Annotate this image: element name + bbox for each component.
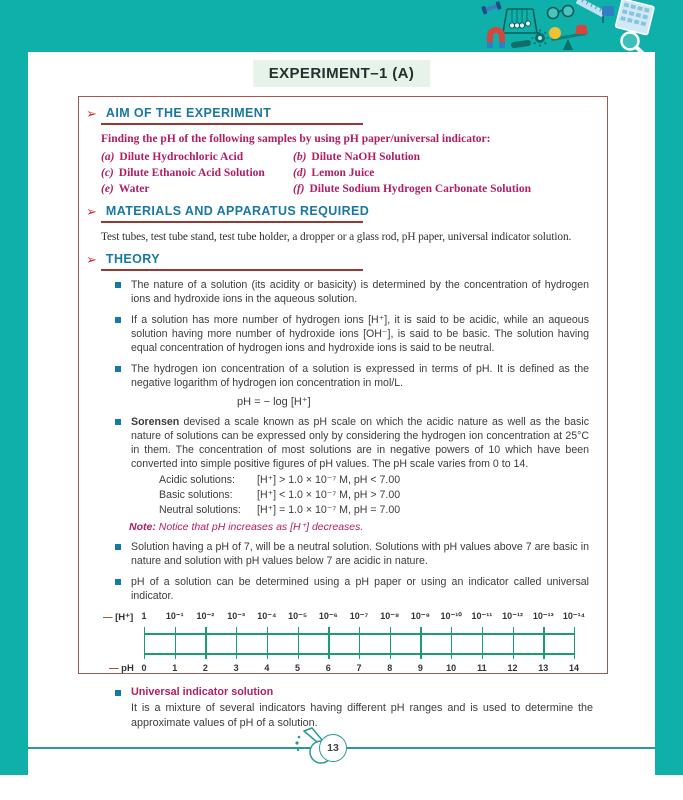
ruler-icon xyxy=(576,0,606,17)
bullet-text: pH of a solution can be determined using a pH paper or using an indicator called universal indicator. xyxy=(131,576,589,603)
universal-text: It is a mixture of several indicators having different pH ranges and is used to determine the approximate values of pH of a solution. xyxy=(131,702,593,730)
aim-intro: Finding the pH of the following samples by using pH paper/universal indicator: xyxy=(101,133,491,145)
bullet-text: The hydrogen ion concentration of a solution is expressed in terms of pH. It is defined as the negative logarithm of hydrogen ion concentration in mol/L. xyxy=(131,363,589,390)
flag-icon xyxy=(602,6,614,23)
aim-item xyxy=(293,183,607,195)
scale-tick xyxy=(420,627,421,659)
bullet-text xyxy=(131,415,589,471)
ph-value-label: 5 xyxy=(295,663,301,674)
left-teal-border xyxy=(0,52,28,775)
ph-value-label: 6 xyxy=(325,663,331,674)
h-value-label: 10⁻¹⁴ xyxy=(562,611,586,622)
ph-value-label: 3 xyxy=(233,663,239,674)
scale-tick xyxy=(205,627,206,659)
square-bullet-icon xyxy=(115,419,121,425)
solution-label: Acidic solutions: xyxy=(159,473,235,486)
scale-tick xyxy=(328,627,329,659)
aim-items xyxy=(101,151,607,195)
item-text: Dilute NaOH Solution xyxy=(311,151,421,163)
theory-bullet xyxy=(115,362,589,390)
ph-value-label: 7 xyxy=(356,663,362,674)
theory-bullet xyxy=(115,278,589,306)
aim-item xyxy=(101,183,293,195)
heading-underline xyxy=(101,123,363,125)
balance-scale-icon xyxy=(549,25,588,50)
item-label: (d) xyxy=(293,167,307,179)
arrow-bullet-icon: ➢ xyxy=(86,203,97,219)
right-teal-border xyxy=(655,52,683,775)
note-label: Note: xyxy=(129,520,156,533)
scale-tick xyxy=(451,627,452,659)
scale-tick xyxy=(144,627,145,659)
solution-label: Neutral solutions: xyxy=(159,503,241,516)
solution-row xyxy=(159,474,607,486)
gear-icon xyxy=(532,30,549,47)
solution-row xyxy=(159,504,607,516)
grid-panel-icon xyxy=(615,0,654,35)
glasses-icon xyxy=(548,6,574,19)
arrow-bullet-icon: ➢ xyxy=(86,105,97,121)
bullet-text: The nature of a solution (its acidity or basicity) is determined by the concentration of hydrogen ions and hydroxide ions in the aqueous solution. xyxy=(131,279,589,306)
theory-bullet xyxy=(115,575,589,603)
solution-label: Basic solutions: xyxy=(159,488,233,501)
item-label: (f) xyxy=(293,183,305,195)
page-number-badge: 13 xyxy=(319,734,347,762)
scale-tick xyxy=(298,627,299,659)
h-value-label: 10⁻¹³ xyxy=(532,611,554,622)
item-text: Dilute Sodium Hydrogen Carbonate Solution xyxy=(309,183,532,195)
theory-heading: THEORY xyxy=(105,252,160,266)
heading-underline xyxy=(101,221,363,223)
ph-value-label: 2 xyxy=(202,663,208,674)
ph-value-label: 4 xyxy=(264,663,270,674)
ph-scale-ladder xyxy=(97,611,597,674)
ph-axis-label: — pH xyxy=(109,663,134,674)
scale-tick xyxy=(175,627,176,659)
ph-value-label: 14 xyxy=(568,663,580,674)
h-value-label: 10⁻¹ xyxy=(165,611,184,622)
ph-formula: pH = − log [H⁺] xyxy=(237,395,311,408)
solution-row xyxy=(159,489,607,501)
dumbbell-icon xyxy=(481,1,502,14)
page-title: EXPERIMENT–1 (A) xyxy=(253,60,431,87)
bullet-text: If a solution has more number of hydrogen ions [H⁺], it is said to be acidic, while an aqueous solution having more number of hydroxide ions [OH⁻], is said to be basic. The solution having equal concentration of hydrogen ions and hydroxide ions is said to be neutral. xyxy=(131,314,589,355)
ph-value-label: 13 xyxy=(538,663,549,674)
item-text: Water xyxy=(118,183,150,195)
magnet-icon xyxy=(487,27,505,48)
item-label: (e) xyxy=(101,183,114,195)
h-value-label: 10⁻⁸ xyxy=(380,611,400,622)
zone-label-text xyxy=(406,673,451,674)
materials-heading: MATERIALS AND APPARATUS REQUIRED xyxy=(105,204,370,218)
solution-value: [H⁺] < 1.0 × 10⁻⁷ M, pH > 7.00 xyxy=(257,488,401,501)
h-value-label: 10⁻⁷ xyxy=(349,611,369,622)
scale-tick xyxy=(574,627,575,659)
item-text: Lemon Juice xyxy=(311,167,375,179)
content-box xyxy=(78,96,608,674)
ph-value-label: 10 xyxy=(446,663,457,674)
zone-label-line xyxy=(406,673,451,674)
materials-text: Test tubes, test tube stand, test tube holder, a dropper or a glass rod, pH paper, universal indicator solution. xyxy=(101,231,572,243)
scale-tick xyxy=(390,627,391,659)
ph-value-label: 8 xyxy=(387,663,393,674)
ph-value-label: 0 xyxy=(141,663,147,674)
universal-indicator-section xyxy=(115,686,593,731)
h-value-label: 10⁻¹¹ xyxy=(471,611,493,622)
theory-bullet xyxy=(115,415,589,471)
note-line xyxy=(129,521,607,533)
square-bullet-icon xyxy=(115,317,121,323)
aim-item xyxy=(293,167,607,179)
item-text: Dilute Hydrochloric Acid xyxy=(119,151,244,163)
ph-value-label: 9 xyxy=(417,663,423,674)
scale-tick xyxy=(513,627,514,659)
sorensen-lead: Sorensen xyxy=(131,415,180,428)
aim-item xyxy=(101,151,293,163)
square-bullet-icon xyxy=(115,579,121,585)
aim-item xyxy=(293,151,607,163)
aim-section-head xyxy=(79,106,607,120)
solution-value: [H⁺] > 1.0 × 10⁻⁷ M, pH < 7.00 xyxy=(257,473,401,486)
bullet-text: Solution having a pH of 7, will be a neutral solution. Solutions with pH values above 7 are basic in nature and solution with pH values below 7 are acidic in nature. xyxy=(131,540,589,567)
zone-label xyxy=(481,671,572,674)
square-bullet-icon xyxy=(115,690,121,696)
scale-tick xyxy=(236,627,237,659)
arrow-bullet-icon: ➢ xyxy=(86,251,97,267)
note-text: Notice that pH increases as [H⁺] decreases. xyxy=(155,520,364,533)
magnifier-icon xyxy=(622,33,644,54)
h-value-label: 10⁻⁶ xyxy=(318,611,338,622)
zone-label-line xyxy=(502,673,550,674)
scale-tick xyxy=(359,627,360,659)
aim-heading: AIM OF THE EXPERIMENT xyxy=(105,106,272,120)
square-bullet-icon xyxy=(115,282,121,288)
universal-heading: Universal indicator solution xyxy=(131,686,274,698)
theory-section-head xyxy=(79,252,607,266)
h-value-label: 10⁻⁵ xyxy=(288,611,308,622)
science-illustration xyxy=(481,0,655,54)
solution-value: [H⁺] = 1.0 × 10⁻⁷ M, pH = 7.00 xyxy=(257,503,401,516)
scale-tick xyxy=(482,627,483,659)
ph-value-label: 1 xyxy=(172,663,178,674)
h-value-label: 10⁻² xyxy=(196,611,215,622)
h-value-label: 10⁻³ xyxy=(227,611,246,622)
newtons-cradle-icon xyxy=(500,9,540,33)
square-bullet-icon xyxy=(115,366,121,372)
zone-label-text xyxy=(502,673,550,674)
zone-label xyxy=(379,671,476,674)
materials-section-head xyxy=(79,204,607,218)
h-axis-label: — [H⁺] xyxy=(103,612,133,623)
magnet-bar-icon xyxy=(511,40,532,49)
item-label: (c) xyxy=(101,167,114,179)
theory-bullet xyxy=(115,540,589,568)
scale-tick xyxy=(543,627,544,659)
h-value-label: 10⁻¹² xyxy=(502,611,523,622)
ph-value-label: 12 xyxy=(507,663,518,674)
sorensen-text: devised a scale known as pH scale on which the acidic nature as well as the basic nature of solutions can be expressed only by considering the hydrogen ion concentration at 25°C in them. The concentration of most solutions are in negative powers of 10 which have been converted into simple positive figures of pH values. The pH scale varies from 0 to 14. xyxy=(131,415,589,470)
square-bullet-icon xyxy=(115,544,121,550)
heading-underline xyxy=(101,269,363,271)
universal-body xyxy=(131,686,593,731)
h-value-label: 10⁻¹⁰ xyxy=(440,611,462,622)
h-value-label: 10⁻⁴ xyxy=(257,611,277,622)
h-value-label: 1 xyxy=(141,611,147,622)
h-value-label: 10⁻⁹ xyxy=(410,611,430,622)
ph-value-label: 11 xyxy=(477,663,487,674)
scale-tick xyxy=(267,627,268,659)
theory-bullet xyxy=(115,313,589,355)
item-label: (b) xyxy=(293,151,307,163)
item-text: Dilute Ethanoic Acid Solution xyxy=(118,167,265,179)
aim-item xyxy=(101,167,293,179)
item-label: (a) xyxy=(101,151,115,163)
